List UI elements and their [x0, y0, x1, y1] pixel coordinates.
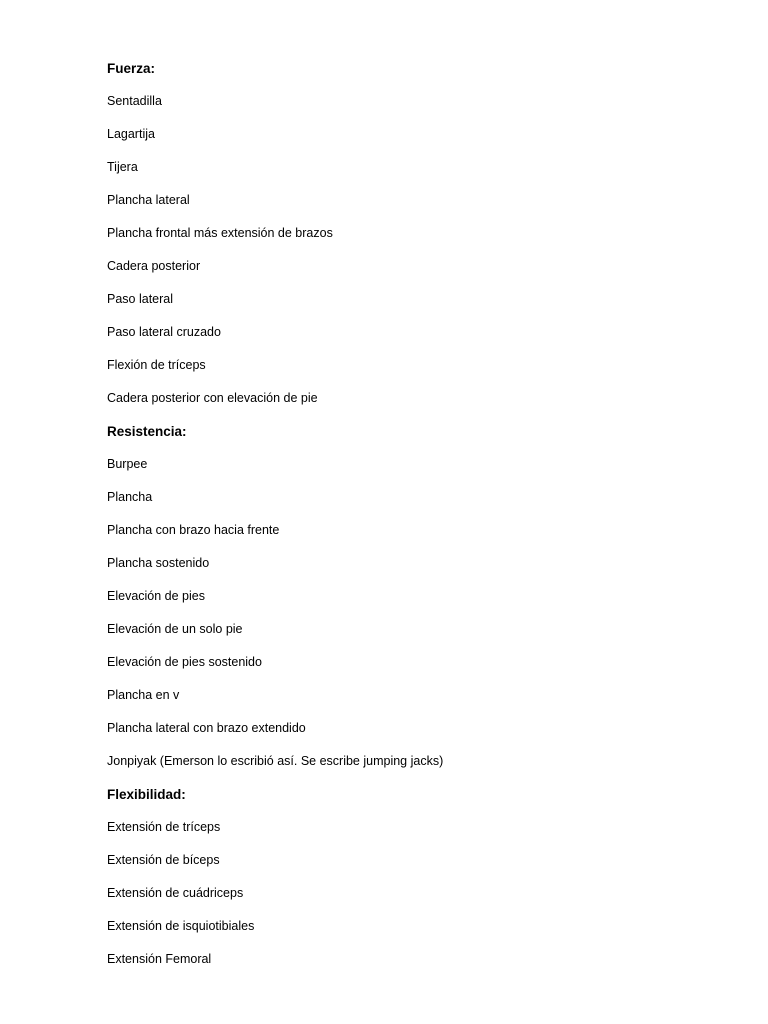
list-item: Plancha lateral con brazo extendido	[107, 721, 306, 735]
document-page	[107, 52, 727, 976]
list-item: Plancha frontal más extensión de brazos	[107, 226, 333, 240]
list-item: Extensión Femoral	[107, 952, 212, 966]
list-item: Elevación de pies	[107, 589, 205, 603]
list-item: Burpee	[107, 457, 148, 471]
list-item: Plancha sostenido	[107, 556, 210, 570]
section-heading-flexibilidad: Flexibilidad:	[107, 787, 186, 802]
section-heading-fuerza: Fuerza:	[107, 61, 156, 76]
list-item: Elevación de un solo pie	[107, 622, 243, 636]
list-item: Flexión de tríceps	[107, 358, 206, 372]
list-item: Plancha con brazo hacia frente	[107, 523, 280, 537]
list-item: Extensión de isquiotibiales	[107, 919, 255, 933]
list-item: Paso lateral	[107, 292, 174, 306]
list-item: Extensión de tríceps	[107, 820, 221, 834]
list-item: Elevación de pies sostenido	[107, 655, 262, 669]
list-item: Plancha lateral	[107, 193, 190, 207]
list-item: Lagartija	[107, 127, 155, 141]
list-item: Paso lateral cruzado	[107, 325, 221, 339]
list-item: Plancha	[107, 490, 153, 504]
list-item: Extensión de bíceps	[107, 853, 220, 867]
list-item: Cadera posterior	[107, 259, 201, 273]
list-item: Cadera posterior con elevación de pie	[107, 391, 318, 405]
list-item: Tijera	[107, 160, 138, 174]
list-item: Extensión de cuádriceps	[107, 886, 244, 900]
list-item: Jonpiyak (Emerson lo escribió así. Se escribe jumping jacks)	[107, 754, 444, 768]
section-heading-resistencia: Resistencia:	[107, 424, 187, 439]
list-item: Plancha en v	[107, 688, 180, 702]
list-item: Sentadilla	[107, 94, 162, 108]
